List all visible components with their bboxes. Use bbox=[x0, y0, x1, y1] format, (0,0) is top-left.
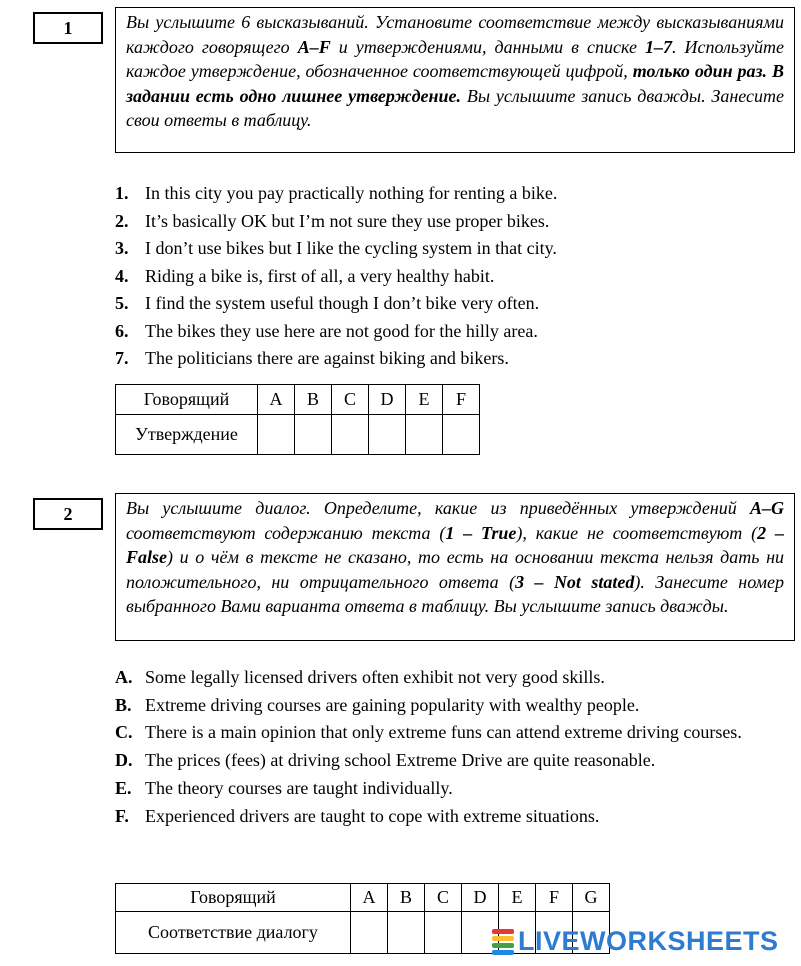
statement-item bbox=[115, 290, 797, 318]
answer-cell-f[interactable] bbox=[443, 415, 480, 455]
liveworksheets-logo-icon bbox=[492, 928, 514, 956]
logo-stripe bbox=[492, 936, 514, 941]
statement-item bbox=[115, 692, 797, 720]
statement-item bbox=[115, 747, 797, 775]
statement-item bbox=[115, 803, 797, 831]
instruction-emphasis: 1 – True bbox=[445, 522, 517, 543]
statement-text: The bikes they use here are not good for the hilly area. bbox=[145, 320, 538, 341]
statement-item bbox=[115, 664, 797, 692]
instruction-text: ) и о чём в тексте не сказано, то есть на основании текста нельзя дать ни положительного, ни отрицательного ответа ( bbox=[126, 547, 784, 592]
instruction-emphasis: только один раз. В задании есть одно лишнее утверждение. bbox=[126, 61, 784, 106]
instruction-text: Вы услышите диалог. Определите, какие из приведённых утверждений bbox=[126, 498, 750, 518]
statement-text: I find the system useful though I don’t bike very often. bbox=[145, 293, 540, 313]
statement-text: I don’t use bikes but I like the cycling system in that city. bbox=[145, 238, 557, 258]
task-2-statements bbox=[115, 664, 797, 830]
instruction-emphasis: A–G bbox=[749, 498, 784, 518]
statement-item bbox=[115, 263, 797, 291]
instruction-text: соответствуют содержанию текста ( bbox=[126, 522, 446, 543]
instruction-text: и утверждениями, данными в списке bbox=[330, 36, 645, 57]
statement-text: There is a main opinion that only extreme funs can attend extreme driving courses. bbox=[145, 722, 742, 743]
answer-cell-e[interactable] bbox=[406, 415, 443, 455]
statement-item bbox=[115, 345, 797, 373]
table-row-label: Утверждение bbox=[116, 415, 258, 455]
table-row-label: Соответствие диалогу bbox=[116, 912, 351, 954]
answer-cell-b[interactable] bbox=[295, 415, 332, 455]
instruction-text: Вы услышите 6 высказываний. Установите соответствие между высказываниями каждого говорящего bbox=[126, 12, 784, 57]
instruction-text: ), какие не соответствуют ( bbox=[516, 522, 758, 543]
statement-item bbox=[115, 208, 797, 236]
statement-item bbox=[115, 719, 797, 747]
statement-label: A. bbox=[115, 667, 133, 687]
statement-label: 7. bbox=[115, 348, 129, 368]
instruction-text: Вы услышите запись дважды. Занесите свои ответы в таблицу. bbox=[126, 85, 784, 130]
statement-item bbox=[115, 235, 797, 263]
task-1-statements bbox=[115, 180, 797, 373]
answer-cell-c[interactable] bbox=[425, 912, 462, 954]
statement-item bbox=[115, 180, 797, 208]
instruction-emphasis: 2 – False bbox=[126, 522, 785, 567]
statement-label: C. bbox=[115, 722, 133, 743]
statement-text: The politicians there are against biking and bikers. bbox=[145, 348, 509, 368]
column-header-c: C bbox=[332, 385, 369, 415]
statement-text: Experienced drivers are taught to cope with extreme situations. bbox=[145, 805, 600, 826]
logo-stripe bbox=[492, 929, 514, 934]
statement-label: 2. bbox=[115, 210, 129, 231]
instruction-emphasis: A–F bbox=[297, 36, 331, 57]
answer-cell-d[interactable] bbox=[369, 415, 406, 455]
column-header-a: A bbox=[351, 884, 388, 912]
statement-item bbox=[115, 318, 797, 346]
statement-text: The prices (fees) at driving school Extreme Drive are quite reasonable. bbox=[145, 750, 656, 771]
statement-text: The theory courses are taught individually. bbox=[145, 777, 453, 798]
column-header-f: F bbox=[536, 884, 573, 912]
statement-text: In this city you pay practically nothing for renting a bike. bbox=[145, 183, 558, 203]
instruction-emphasis: 1–7 bbox=[644, 36, 672, 57]
task-2-instruction bbox=[115, 493, 795, 641]
liveworksheets-logo bbox=[492, 926, 779, 957]
statement-label: 6. bbox=[115, 320, 129, 341]
task-1-answer-table bbox=[115, 384, 480, 455]
statement-label: B. bbox=[115, 694, 132, 715]
answer-cell-b[interactable] bbox=[388, 912, 425, 954]
instruction-text: ). Занесите номер выбранного Вами варианта ответа в таблицу. Вы услышите запись дважды. bbox=[126, 571, 784, 616]
column-header-f: F bbox=[443, 385, 480, 415]
statement-label: 1. bbox=[115, 183, 129, 203]
task-1-instruction bbox=[115, 7, 795, 153]
instruction-emphasis: 3 – Not stated bbox=[515, 571, 635, 592]
statement-label: 3. bbox=[115, 238, 129, 258]
instruction-text: . Используйте каждое утверждение, обозначенное соответствующей цифрой, bbox=[126, 36, 784, 81]
statement-label: 5. bbox=[115, 293, 129, 313]
column-header-e: E bbox=[406, 385, 443, 415]
answer-cell-a[interactable] bbox=[351, 912, 388, 954]
table-header-label: Говорящий bbox=[116, 884, 351, 912]
statement-text: Extreme driving courses are gaining popularity with wealthy people. bbox=[145, 694, 640, 715]
statement-label: 4. bbox=[115, 265, 129, 286]
column-header-b: B bbox=[295, 385, 332, 415]
table-header-label: Говорящий bbox=[116, 385, 258, 415]
statement-text: It’s basically OK but I’m not sure they use proper bikes. bbox=[145, 210, 550, 231]
task-2-number: 2 bbox=[33, 498, 103, 530]
logo-stripe bbox=[492, 950, 514, 955]
column-header-e: E bbox=[499, 884, 536, 912]
statement-text: Some legally licensed drivers often exhibit not very good skills. bbox=[145, 667, 605, 687]
logo-stripe bbox=[492, 943, 514, 948]
column-header-d: D bbox=[462, 884, 499, 912]
column-header-d: D bbox=[369, 385, 406, 415]
task-1-number: 1 bbox=[33, 12, 103, 44]
statement-item bbox=[115, 775, 797, 803]
statement-label: E. bbox=[115, 777, 132, 798]
answer-cell-c[interactable] bbox=[332, 415, 369, 455]
column-header-a: A bbox=[258, 385, 295, 415]
statement-label: F. bbox=[115, 805, 129, 826]
column-header-c: C bbox=[425, 884, 462, 912]
answer-cell-a[interactable] bbox=[258, 415, 295, 455]
statement-label: D. bbox=[115, 750, 133, 771]
liveworksheets-wordmark: LIVEWORKSHEETS bbox=[518, 926, 779, 956]
column-header-g: G bbox=[573, 884, 610, 912]
column-header-b: B bbox=[388, 884, 425, 912]
statement-text: Riding a bike is, first of all, a very healthy habit. bbox=[145, 265, 495, 286]
